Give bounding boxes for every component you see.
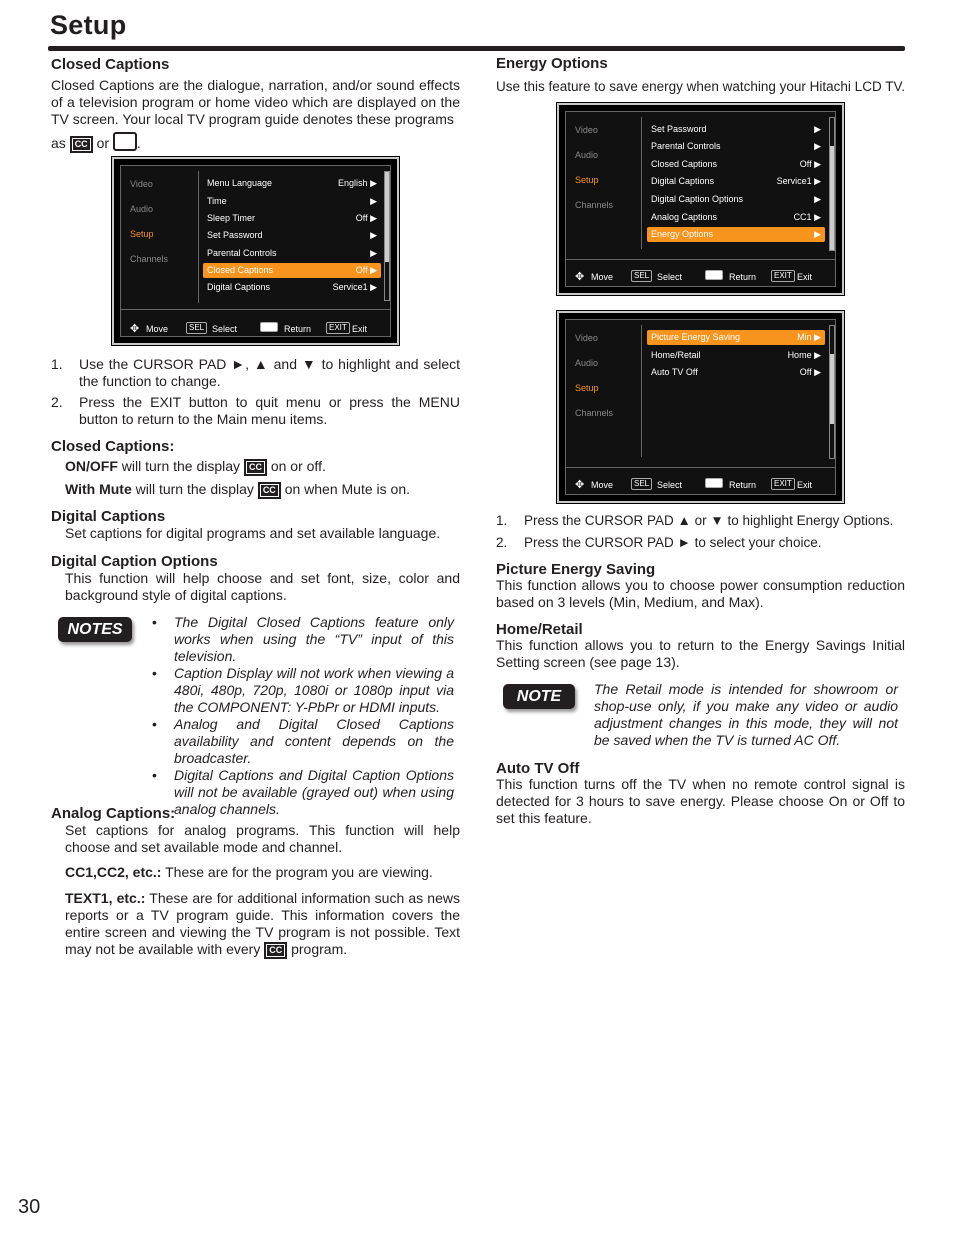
- left-steps: [51, 356, 460, 428]
- return-label: Return: [729, 272, 757, 282]
- period: .: [136, 135, 141, 151]
- text1-paragraph: TEXT1, etc.: These are for additional information such as news reports or a TV program guide. This information covers the entire screen and viewing the TV program is not possible. Text may not be available with every CC program.: [65, 890, 460, 957]
- menu2-item[interactable]: Set Password ▶: [651, 124, 821, 134]
- closed-caption-icon: CC: [258, 482, 281, 499]
- return-label: Return: [284, 324, 312, 334]
- menu1-item[interactable]: Sleep Timer Off ▶: [207, 213, 377, 223]
- note-item: • The Digital Closed Captions feature only works when using the “TV” input of this television.: [152, 614, 454, 664]
- closed-captions-text: Closed Captions are the dialogue, narration, and/or sound effects of a television program or home video which are displayed on the TV screen. Your local TV program guide denotes these programs: [51, 77, 460, 127]
- menu2-side-audio[interactable]: Audio: [575, 150, 599, 160]
- tv-menu-energy-submenu: [557, 311, 844, 503]
- exit-label: Exit: [797, 480, 813, 490]
- menu1-side-audio[interactable]: Audio: [130, 204, 154, 214]
- move-label: Move: [146, 324, 169, 334]
- menu3-side-setup[interactable]: Setup: [575, 383, 599, 393]
- menu2-item-highlighted[interactable]: Energy Options ▶: [647, 227, 825, 242]
- menu2-item[interactable]: Digital Caption Options ▶: [651, 194, 821, 204]
- menu1-side-video[interactable]: Video: [130, 179, 153, 189]
- menu3-scrollbar[interactable]: [829, 325, 835, 459]
- exit-label: Exit: [797, 272, 813, 282]
- menu2-side-video[interactable]: Video: [575, 125, 598, 135]
- caption-box-icon: [113, 132, 137, 151]
- energy-options-heading: Energy Options: [496, 55, 608, 72]
- cursor-pad-icon: ✥: [575, 271, 585, 283]
- sel-key-icon: SEL: [631, 270, 652, 282]
- menu2-side-setup[interactable]: Setup: [575, 175, 599, 185]
- menu2-side-channels[interactable]: Channels: [575, 200, 614, 210]
- menu1-item-highlighted[interactable]: Closed Captions Off ▶: [203, 263, 381, 278]
- menu2-sidebar: [575, 123, 635, 223]
- auto-tv-off-heading: Auto TV Off: [496, 760, 580, 777]
- exit-key-icon: EXIT: [771, 478, 795, 490]
- menu1-side-channels[interactable]: Channels: [130, 254, 169, 264]
- select-label: Select: [657, 480, 683, 490]
- tv-menu-energy-options: [557, 103, 844, 295]
- menu1-scrollbar[interactable]: [384, 171, 390, 301]
- menu3-item[interactable]: Auto TV Off Off ▶: [651, 367, 821, 377]
- note-item: • Analog and Digital Closed Captions availability and content depends on the broadcaster.: [152, 716, 454, 766]
- move-label: Move: [591, 272, 614, 282]
- closed-caption-icon: CC: [244, 459, 267, 476]
- cc-mute-line: With Mute will turn the display CC on when Mute is on.: [65, 481, 410, 497]
- title-rule: [48, 46, 905, 51]
- cc-options-heading: Closed Captions:: [51, 438, 175, 455]
- digital-caption-options-heading: Digital Caption Options: [51, 553, 218, 570]
- menu2-item[interactable]: Closed Captions Off ▶: [651, 159, 821, 169]
- cc1-line: CC1,CC2, etc.: These are for the program you are viewing.: [65, 864, 433, 880]
- menu1-item[interactable]: Menu Language English ▶: [207, 178, 377, 188]
- step-item: 1. Use the CURSOR PAD ►, ▲ and ▼ to highlight and select the function to change.: [51, 356, 460, 389]
- digital-captions-body: Set captions for digital programs and set available language.: [65, 525, 441, 541]
- menu1-item[interactable]: Set Password ▶: [207, 230, 377, 240]
- menu2-item[interactable]: Analog Captions CC1 ▶: [651, 212, 821, 222]
- menu3-item-highlighted[interactable]: Picture Energy Saving Min ▶: [647, 330, 825, 345]
- menu3-footer: [573, 478, 832, 492]
- closed-captions-heading: Closed Captions: [51, 56, 170, 73]
- note-badge: NOTE: [503, 684, 575, 709]
- right-steps: [496, 512, 906, 551]
- picture-energy-heading: Picture Energy Saving: [496, 561, 656, 578]
- analog-captions-heading: Analog Captions:: [51, 805, 176, 822]
- closed-captions-icons-line: [51, 132, 251, 153]
- menu2-scrollbar[interactable]: [829, 117, 835, 251]
- select-label: Select: [657, 272, 683, 282]
- cursor-pad-icon: ✥: [575, 479, 585, 491]
- closed-caption-icon: CC: [70, 136, 93, 153]
- menu1-item[interactable]: Time ▶: [207, 196, 377, 206]
- home-retail-heading: Home/Retail: [496, 621, 583, 638]
- return-label: Return: [729, 480, 757, 490]
- return-key-icon: [705, 270, 723, 280]
- menu1-item[interactable]: Digital Captions Service1 ▶: [207, 282, 377, 292]
- notes-badge: NOTES: [58, 617, 132, 642]
- menu1-side-setup[interactable]: Setup: [130, 229, 154, 239]
- menu3-sidebar: [575, 331, 635, 431]
- as-text: as: [51, 135, 66, 151]
- digital-caption-options-body: This function will help choose and set font, size, color and background style of digital captions.: [65, 570, 460, 603]
- page-number: 30: [18, 1196, 41, 1218]
- analog-captions-body: Set captions for analog programs. This function will help choose and set available mode and channel.: [65, 822, 460, 855]
- or-text: or: [96, 135, 110, 151]
- step-item: 1. Press the CURSOR PAD ▲ or ▼ to highlight Energy Options.: [496, 513, 894, 528]
- exit-label: Exit: [352, 324, 368, 334]
- menu3-side-video[interactable]: Video: [575, 333, 598, 343]
- menu1-footer: [128, 322, 387, 336]
- digital-captions-heading: Digital Captions: [51, 508, 166, 525]
- cursor-pad-icon: ✥: [130, 323, 140, 335]
- tv-menu-closed-captions: [112, 157, 399, 345]
- note-text: The Retail mode is intended for showroom or shop-use only, if you make any video or audio adjustment changes in this mode, they will not be saved when the TV is turned AC Off.: [594, 681, 898, 748]
- note-item: • Caption Display will not work when viewing a 480i, 480p, 720p, 1080i or 1080p input via the COMPONENT: Y-PbPr or HDMI inputs.: [152, 665, 454, 715]
- return-key-icon: [260, 322, 278, 332]
- select-label: Select: [212, 324, 238, 334]
- picture-energy-body: This function allows you to choose power consumption reduction based on 3 levels (Min, Medium, and Max).: [496, 577, 905, 610]
- menu1-sidebar: [130, 177, 190, 277]
- menu2-item[interactable]: Parental Controls ▶: [651, 141, 821, 151]
- sel-key-icon: SEL: [631, 478, 652, 490]
- step-item: 2. Press the EXIT button to quit menu or press the MENU button to return to the Main menu items.: [51, 394, 460, 427]
- energy-options-body: Use this feature to save energy when watching your Hitachi LCD TV.: [496, 79, 905, 94]
- home-retail-body: This function allows you to return to the Energy Savings Initial Setting screen (see page 13).: [496, 637, 905, 670]
- menu3-side-audio[interactable]: Audio: [575, 358, 599, 368]
- menu2-item[interactable]: Digital Captions Service1 ▶: [651, 176, 821, 186]
- closed-caption-icon: CC: [264, 942, 287, 959]
- menu3-item[interactable]: Home/Retail Home ▶: [651, 350, 821, 360]
- note-item: • Digital Captions and Digital Caption Options will not be available (grayed out) when using analog channels.: [152, 767, 454, 817]
- menu1-item[interactable]: Parental Controls ▶: [207, 248, 377, 258]
- sel-key-icon: SEL: [186, 322, 207, 334]
- exit-key-icon: EXIT: [771, 270, 795, 282]
- cc-onoff-line: ON/OFF will turn the display CC on or off.: [65, 458, 326, 474]
- return-key-icon: [705, 478, 723, 488]
- page-title: Setup: [50, 10, 127, 40]
- step-item: 2. Press the CURSOR PAD ► to select your choice.: [496, 535, 822, 550]
- menu2-footer: [573, 270, 832, 284]
- move-label: Move: [591, 480, 614, 490]
- exit-key-icon: EXIT: [326, 322, 350, 334]
- closed-captions-body: [51, 77, 460, 128]
- menu3-side-channels[interactable]: Channels: [575, 408, 614, 418]
- auto-tv-off-body: This function turns off the TV when no remote control signal is detected for 3 hours to save energy. Please choose On or Off to set this feature.: [496, 776, 905, 826]
- notes-list: [152, 614, 454, 818]
